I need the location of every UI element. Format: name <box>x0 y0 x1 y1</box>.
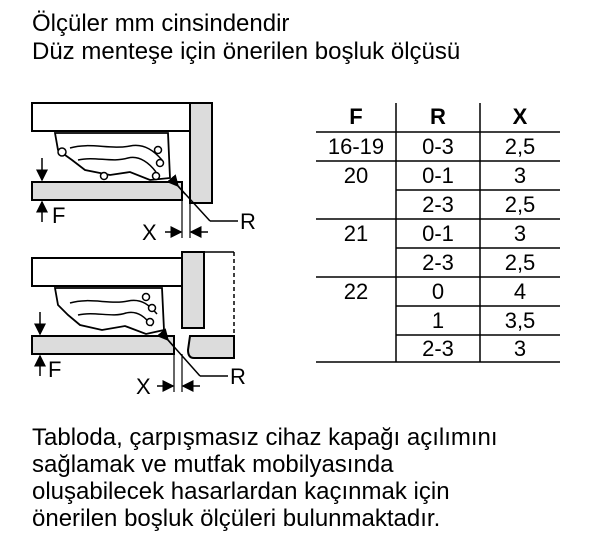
heading-subtitle: Düz menteşe için önerilen boşluk ölçüsü <box>32 38 461 65</box>
table-cell-r: 0 <box>431 279 445 304</box>
appliance-door-bottom <box>32 336 174 354</box>
table-cell-f: 21 <box>343 221 369 246</box>
table-cell-f: 22 <box>343 279 369 304</box>
table-cell-f: 16-19 <box>327 134 385 159</box>
table-cell-x: 3 <box>513 221 527 246</box>
footer-note <box>32 424 498 532</box>
table-cell-r: 2-3 <box>422 250 454 275</box>
table-cell-x: 3 <box>513 336 527 361</box>
cabinet-side-bottom <box>182 252 204 328</box>
label-f-top: F <box>52 203 66 228</box>
label-r-top: R <box>240 209 256 234</box>
table-cell-r: 2-3 <box>422 192 454 217</box>
table-cell-r: 2-3 <box>422 336 454 361</box>
table-header-f: F <box>349 104 363 129</box>
appliance-door-top <box>32 182 182 200</box>
table-cell-r: 0-1 <box>422 221 454 246</box>
table-cell-x: 2,5 <box>504 192 536 217</box>
cabinet-side-top <box>190 103 212 203</box>
footer-line: sağlamak ve mutfak mobilyasında <box>32 451 394 478</box>
heading-units: Ölçüler mm cinsindendir <box>32 10 290 37</box>
cabinet-panel-bottom <box>32 258 182 286</box>
hinge-diagram-top <box>32 103 256 245</box>
gap-table <box>316 103 560 362</box>
table-cell-r: 1 <box>431 308 445 333</box>
cabinet-panel-top <box>32 103 190 131</box>
label-r-bottom: R <box>230 364 246 389</box>
table-cell-r: 0-1 <box>422 163 454 188</box>
footer-line: Tabloda, çarpışmasız cihaz kapağı açılımını <box>32 424 498 451</box>
table-cell-r: 0-3 <box>422 134 454 159</box>
table-header-x: X <box>512 104 528 129</box>
table-cell-x: 2,5 <box>504 134 536 159</box>
label-f-bottom: F <box>48 357 62 382</box>
footer-line: önerilen boşluk ölçüleri bulunmaktadır. <box>32 505 441 532</box>
table-cell-f: 20 <box>343 163 369 188</box>
label-x-bottom: X <box>136 374 151 399</box>
table-cell-x: 3,5 <box>504 308 536 333</box>
table-cell-x: 4 <box>513 279 527 304</box>
table-header-r: R <box>430 104 446 129</box>
table-cell-x: 2,5 <box>504 250 536 275</box>
hinge-diagram-bottom <box>32 252 246 399</box>
table-cell-x: 3 <box>513 163 527 188</box>
footer-line: oluşabilecek hasarlardan kaçınmak için <box>32 478 450 505</box>
hinge-body-top <box>55 133 170 180</box>
label-x-top: X <box>142 220 157 245</box>
